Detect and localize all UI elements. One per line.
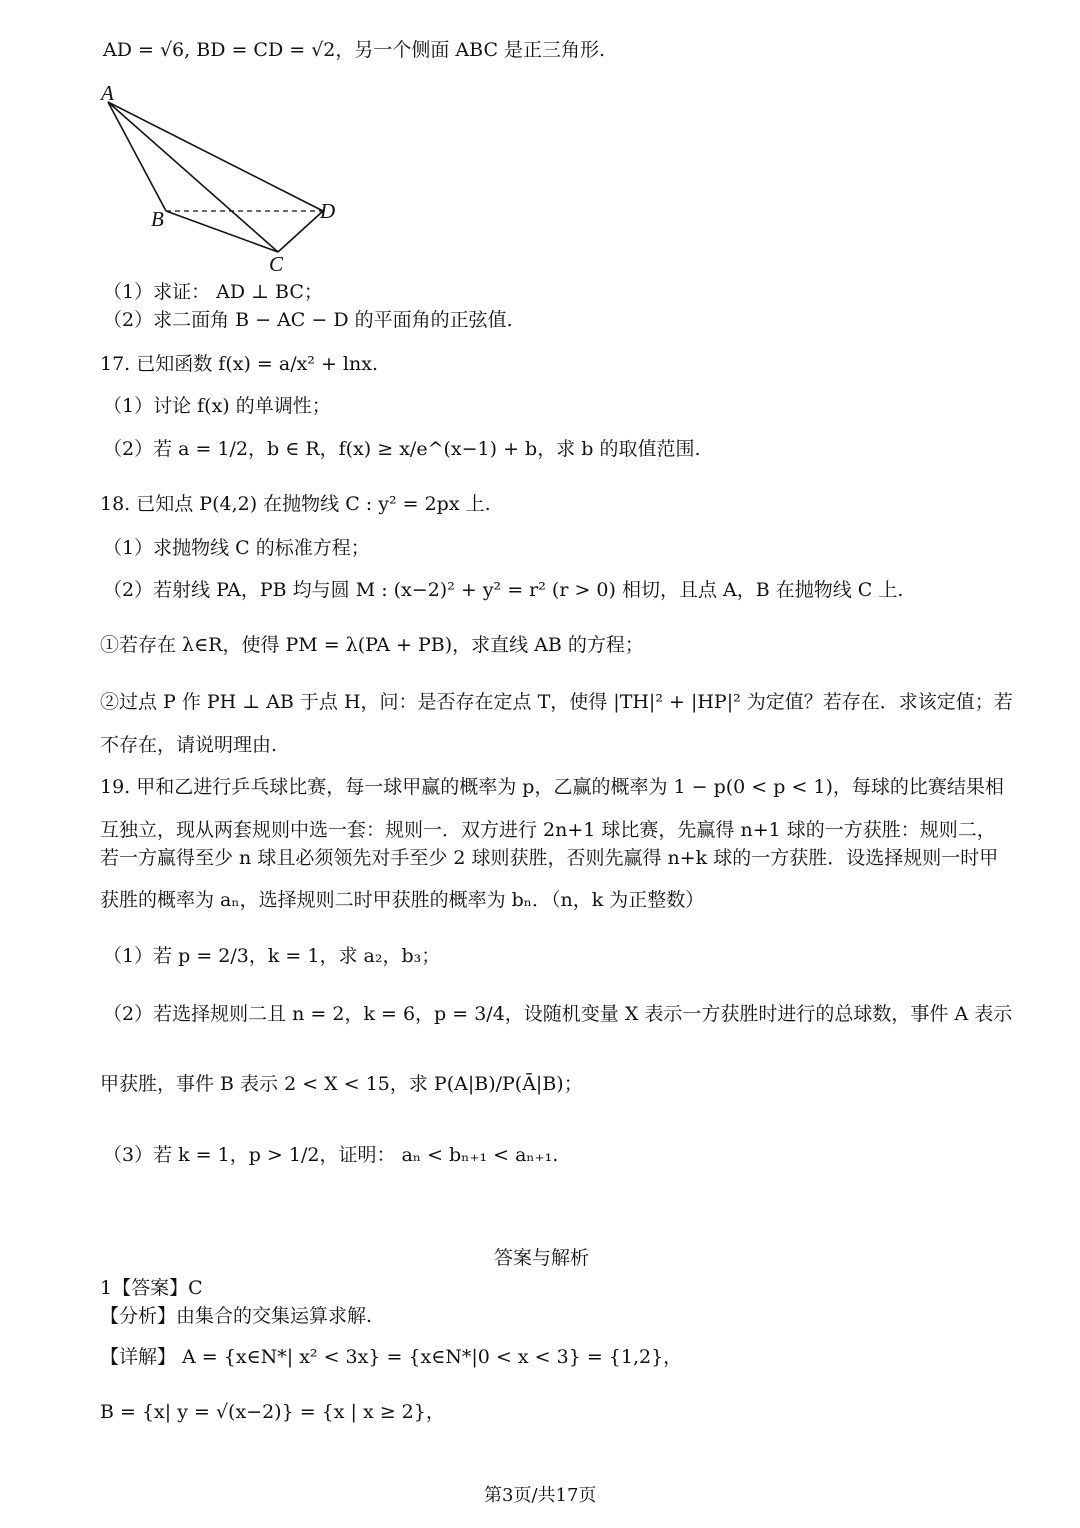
problem18-stem: 18. 已知点 P(4,2) 在抛物线 C : y² = 2px 上. (100, 493, 491, 515)
tetrahedron-figure (95, 80, 355, 279)
vertex-label-d: D (320, 199, 336, 223)
problem19-stem-line4: 获胜的概率为 aₙ，选择规则二时甲获胜的概率为 bₙ．（n，k 为正整数） (100, 889, 705, 911)
problem16-condition: AD = √6, BD = CD = √2，另一个侧面 ABC 是正三角形. (103, 39, 606, 61)
problem16-part2: （2）求二面角 B − AC − D 的平面角的正弦值. (103, 309, 513, 331)
problem17-part2: （2）若 a = 1/2，b ∈ R，f(x) ≥ x/e^(x−1) + b，求 b 的取值范围. (103, 438, 701, 460)
edge-AD (108, 102, 323, 211)
problem19-part1: （1）若 p = 2/3，k = 1，求 a₂，b₃； (103, 945, 441, 967)
problem18-part2: （2）若射线 PA，PB 均与圆 M : (x−2)² + y² = r² (r > 0) 相切，且点 A，B 在抛物线 C 上. (103, 579, 904, 601)
problem19-stem-line2: 互独立，现从两套规则中选一套：规则一．双方进行 2n+1 球比赛，先赢得 n+1 球的一方获胜：规则二， (100, 819, 996, 841)
answer1-detail-line2: B = {x| y = √(x−2)} = {x | x ≥ 2}， (100, 1401, 445, 1423)
problem19-stem-line1: 19. 甲和乙进行乒乓球比赛，每一球甲赢的概率为 p，乙赢的概率为 1 − p(0 < p < 1)，每球的比赛结果相 (100, 776, 1004, 798)
problem19-part3: （3）若 k = 1，p > 1/2，证明： aₙ < bₙ₊₁ < aₙ₊₁. (103, 1144, 559, 1166)
problem17-part1: （1）讨论 f(x) 的单调性； (103, 395, 331, 417)
problem19-part2: （2）若选择规则二且 n = 2，k = 6，p = 3/4，设随机变量 X 表示一方获胜时进行的总球数，事件 A 表示 (103, 1003, 1013, 1025)
edge-CD (278, 211, 323, 252)
vertex-label-a: A (101, 81, 114, 105)
problem18-part2-subq1: ①若存在 λ∈R，使得 PM = λ(PA + PB)，求直线 AB 的方程； (100, 634, 644, 656)
edge-AB (108, 102, 166, 211)
problem16-part1: （1）求证： AD ⊥ BC； (103, 281, 323, 303)
edge-BC (166, 211, 278, 252)
edge-AC (108, 102, 278, 252)
problem19-part2-cont: 甲获胜，事件 B 表示 2 < X < 15，求 P(A|B)/P(Ā|B)； (100, 1073, 583, 1095)
problem18-part1: （1）求抛物线 C 的标准方程； (103, 537, 370, 559)
answer1-analysis: 【分析】由集合的交集运算求解. (100, 1305, 373, 1327)
answers-heading: 答案与解析 (494, 1247, 590, 1269)
answer1-label: 1【答案】C (100, 1277, 203, 1299)
problem18-part2-subq2: ②过点 P 作 PH ⊥ AB 于点 H，问：是否存在定点 T，使得 |TH|² + |HP|² 为定值？若存在．求该定值；若 (100, 691, 1013, 713)
problem18-part2-subq2-cont: 不存在，请说明理由. (100, 734, 278, 756)
problem17-stem: 17. 已知函数 f(x) = a/x² + lnx. (100, 353, 378, 375)
vertex-label-b: B (151, 207, 164, 231)
answer1-detail-line1: 【详解】 A = {x∈N*| x² < 3x} = {x∈N*|0 < x < 3} = {1,2}， (100, 1346, 683, 1368)
problem19-stem-line3: 若一方赢得至少 n 球且必须领先对手至少 2 球则获胜，否则先赢得 n+k 球的一方获胜．设选择规则一时甲 (100, 847, 999, 869)
vertex-label-c: C (269, 252, 284, 275)
page-footer: 第3页/共17页 (484, 1485, 597, 1506)
